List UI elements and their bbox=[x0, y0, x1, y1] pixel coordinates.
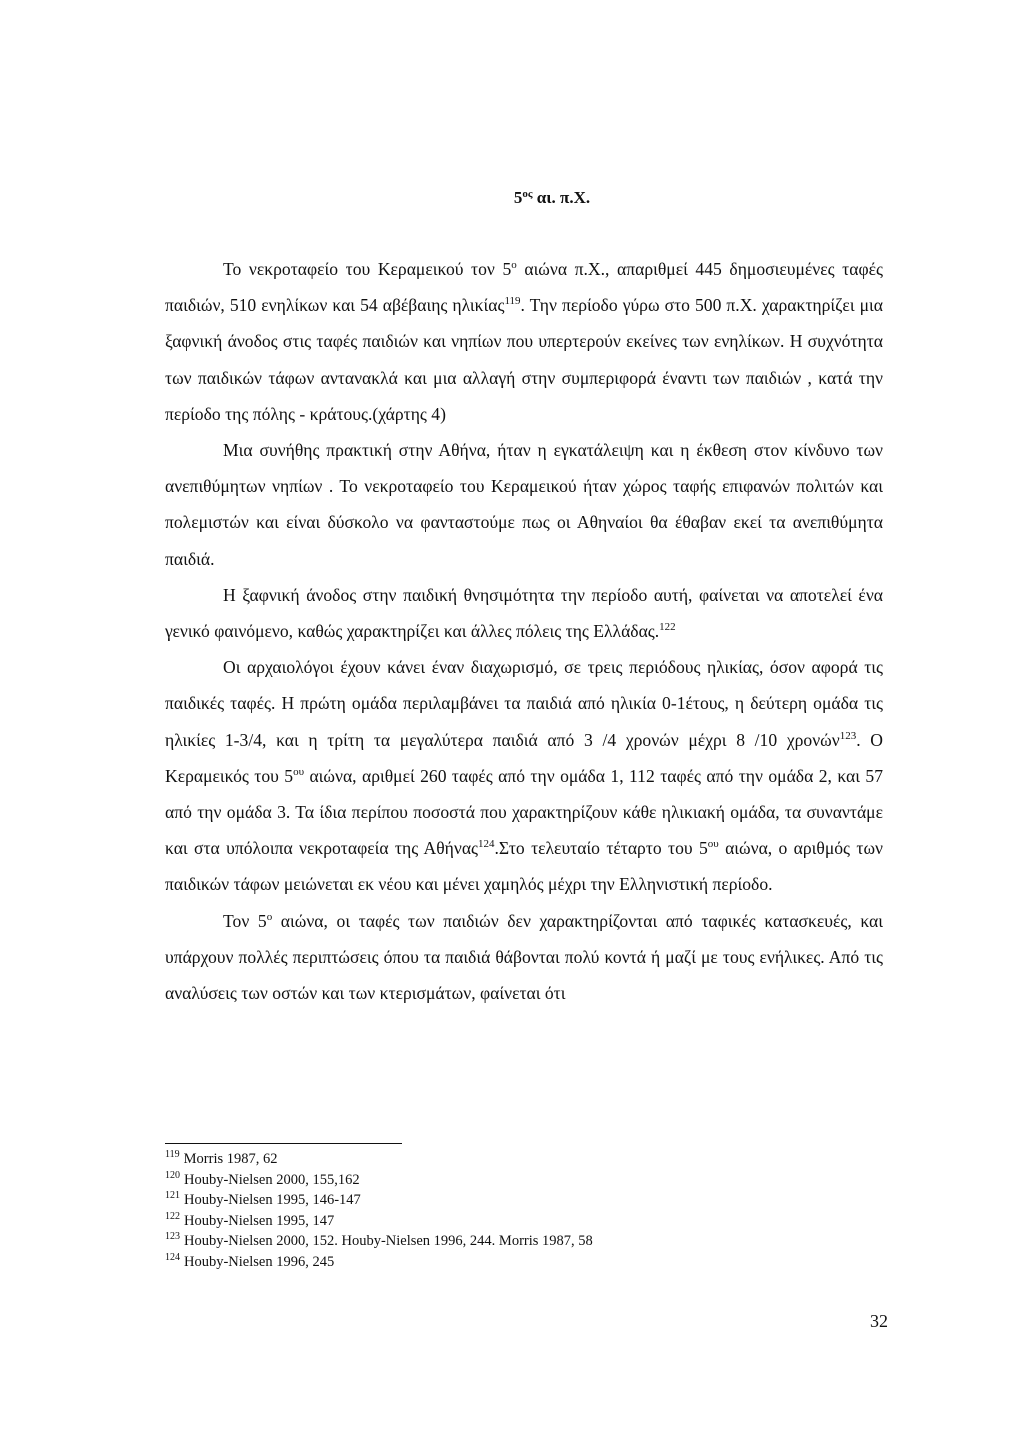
footnote-text: Houby-Nielsen 1996, 245 bbox=[184, 1253, 335, 1270]
text-run: αιώνα, οι ταφές των παιδιών δεν χαρακτηρίζονται από ταφικές κατασκευές, και υπάρχουν πολλές περιπτώσεις όπου τα παιδιά θάβονται πολύ κοντά ή μαζί με τους ενήλικες. Από τις αναλύσεις των οστών και των κτερισμάτων, φαίνεται ότι bbox=[165, 910, 884, 1004]
text-run: αιώνα, αριθμεί 260 ταφές από την ομάδα 1, 112 ταφές από την ομάδα 2, και 57 από την ομάδα 3. Τα ίδια περίπου ποσοστά που χαρακτηρίζουν κάθε ηλικιακή ομάδα, τα συναντάμε και στα υπόλοιπα νεκροταφεία της Αθήνας bbox=[165, 765, 883, 859]
superscript: 119 bbox=[504, 295, 521, 308]
footnote-text: Houby-Nielsen 2000, 155,162 bbox=[184, 1171, 360, 1188]
section-heading bbox=[0, 188, 1024, 208]
text-run: αιώνα, ο αριθμός των παιδικών τάφων μειώνεται εκ νέου και μένει χαμηλός μέχρι την Ελληνιστική περίοδο. bbox=[165, 838, 883, 895]
footnote bbox=[165, 1253, 885, 1274]
footnote-text: Morris 1987, 62 bbox=[183, 1151, 278, 1167]
footnotes bbox=[165, 1143, 885, 1273]
footnote-number: 119 bbox=[165, 1149, 180, 1160]
superscript: 123 bbox=[839, 729, 857, 742]
footnote bbox=[165, 1150, 885, 1171]
superscript: ου bbox=[293, 765, 305, 778]
footnote-text: Houby-Nielsen 1995, 146-147 bbox=[184, 1192, 361, 1208]
superscript: ου bbox=[707, 838, 719, 851]
heading-text: αι. π.Χ. bbox=[532, 188, 591, 207]
page-number: 32 bbox=[870, 1311, 888, 1331]
text-run: . Ο Κεραμεικός του 5 bbox=[165, 729, 883, 786]
superscript: 124 bbox=[478, 838, 495, 851]
paragraph bbox=[165, 649, 883, 902]
footnote-number: 123 bbox=[165, 1231, 180, 1242]
paragraph bbox=[165, 903, 883, 1012]
footnote-number: 120 bbox=[165, 1169, 180, 1181]
superscript: ο bbox=[511, 259, 517, 271]
footnote-number: 121 bbox=[165, 1190, 180, 1201]
text-run: Μια συνήθης πρακτική στην Αθήνα, ήταν η εγκατάλειψη και η έκθεση στον κίνδυνο των ανεπιθύμητων νηπίων . Το νεκροταφείο του Κεραμεικού ήταν χώρος ταφής επιφανών πολιτών και πολεμιστών και είναι δύσκολο να φανταστούμε πως οι Αθηναίοι θα έθαβαν εκεί τα ανεπιθύμητα παιδιά. bbox=[165, 440, 883, 569]
footnote-separator bbox=[165, 1143, 402, 1144]
footnote-text: Houby-Nielsen 1995, 147 bbox=[184, 1212, 335, 1229]
paragraph bbox=[165, 432, 883, 577]
footnote bbox=[165, 1212, 885, 1233]
footnote-number: 122 bbox=[165, 1210, 180, 1222]
text-run: . Την περίοδο γύρω στο 500 π.Χ. χαρακτηρίζει μια ξαφνική άνοδος στις ταφές παιδιών και νηπίων που υπερτερούν εκείνες των ενηλίκων. Η συχνότητα των παιδικών τάφων αντανακλά και μια αλλαγή στην συμπεριφορά έναντι των παιδιών , κατά την περίοδο της πόλης - κράτους.(χάρτης 4) bbox=[165, 295, 883, 424]
text-run: αιώνα π.Χ., απαριθμεί 445 δημοσιευμένες ταφές παιδιών, 510 ενηλίκων και 54 αβέβαιης ηλικίας bbox=[165, 259, 883, 316]
paragraph bbox=[165, 251, 883, 432]
text-run: Τον 5 bbox=[223, 910, 267, 931]
footnote bbox=[165, 1191, 885, 1212]
body-text bbox=[165, 251, 883, 1011]
footnote-text: Houby-Nielsen 2000, 152. Houby-Nielsen 1996, 244. Morris 1987, 58 bbox=[184, 1233, 593, 1249]
heading-number: 5 bbox=[513, 188, 523, 207]
text-run: Η ξαφνική άνοδος στην παιδική θνησιμότητα την περίοδο αυτή, φαίνεται να αποτελεί ένα γενικό φαινόμενο, καθώς χαρακτηρίζει και άλλες πόλεις της Ελλάδας. bbox=[165, 584, 883, 642]
text-run: .Στο τελευταίο τέταρτο του 5 bbox=[494, 838, 708, 859]
footnote bbox=[165, 1232, 885, 1253]
text-run: Οι αρχαιολόγοι έχουν κάνει έναν διαχωρισμό, σε τρεις περιόδους ηλικίας, όσον αφορά τις παιδικές ταφές. Η πρώτη ομάδα περιλαμβάνει τα παιδιά από ηλικία 0-1έτους, η δεύτερη ομάδα τις ηλικίες 1-3/4, και η τρίτη τα μεγαλύτερα παιδιά από 3 /4 χρονών μέχρι 8 /10 χρονών bbox=[165, 657, 883, 750]
superscript: ο bbox=[266, 910, 273, 923]
paragraph bbox=[165, 577, 883, 649]
footnote-list bbox=[165, 1150, 885, 1273]
heading-ordinal-superscript: ος bbox=[522, 188, 533, 200]
superscript: 122 bbox=[659, 621, 676, 634]
text-run: Το νεκροταφείο του Κεραμεικού τον 5 bbox=[223, 259, 512, 279]
footnote-number: 124 bbox=[165, 1251, 180, 1263]
footnote bbox=[165, 1171, 885, 1192]
